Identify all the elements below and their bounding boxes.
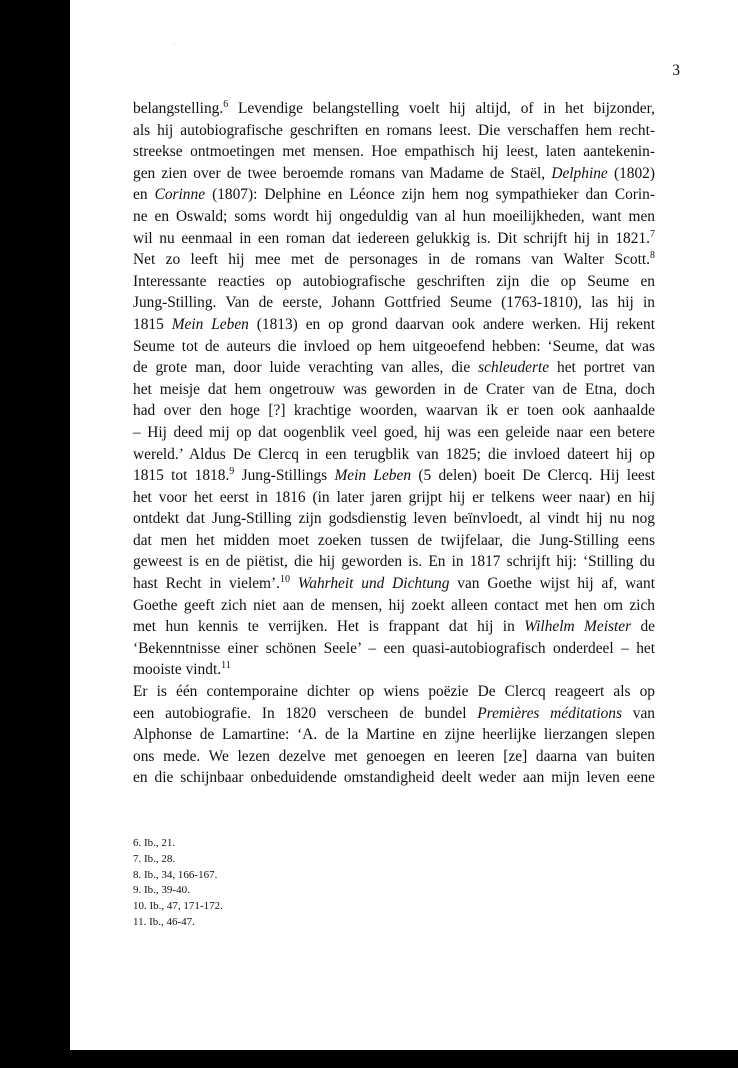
text-run: ne en Oswald; soms wordt hij ongeduldig van al hun moeilijkheden, want men (133, 207, 655, 225)
text-run: Interessante reacties op autobiografische geschriften zijn die op Seume en (133, 272, 655, 290)
footnote-ref: 7 (650, 228, 655, 240)
text-line (133, 530, 655, 552)
text-run: hast Recht in vielem’. (133, 575, 281, 593)
text-run: het voor het eerst in 1816 (in later jaren grijpt hij er telkens weer naar) en hij (133, 488, 655, 506)
text-line (133, 444, 655, 466)
text-line (133, 292, 655, 314)
text-run: een autobiografie. In 1820 verscheen de bundel (133, 704, 478, 722)
text-run: (1802) (607, 164, 655, 182)
text-line (133, 98, 655, 120)
text-line (133, 163, 655, 185)
text-run: (1807): Delphine en Léonce zijn hem nog sympathieker dan Corin- (205, 186, 655, 204)
text-line (133, 595, 655, 617)
text-line (133, 703, 655, 725)
footnote-ref: 6 (223, 98, 229, 110)
text-run: wil nu eenmaal in een roman dat iedereen gelukkig is. Dit schrijft hij in 1821. (133, 229, 650, 247)
text-line (133, 573, 655, 595)
text-run: Goethe geeft zich niet aan de mensen, hij zoekt alleen contact met hen om zich (133, 596, 655, 614)
text-line (133, 184, 655, 206)
text-line (133, 400, 655, 422)
footnote-ref: 9 (229, 465, 235, 477)
italic-text: Premières méditations (477, 704, 622, 722)
text-run: ontdekt dat Jung-Stilling zijn godsdienstig leven beïnvloedt, al vindt hij nu nog (133, 510, 655, 528)
text-line (133, 487, 655, 509)
text-run: ‘Bekenntnisse einer schönen Seele’ – een quasi-autobiografisch onderdeel – het (133, 639, 655, 657)
text-run: ons mede. We lezen dezelve met genoegen en leeren [ze] daarna van buiten (133, 747, 655, 765)
footnote-ref: 8 (650, 250, 655, 262)
text-line (133, 746, 655, 768)
book-page (70, 0, 738, 1050)
footnote: 8. Ib., 34, 166-167. (133, 868, 218, 881)
text-run: Seume tot de auteurs die invloed op hem uitgeoefend hebben: ‘Seume, dat was (133, 337, 655, 355)
text-line (133, 508, 655, 530)
text-line (133, 336, 655, 358)
text-line (133, 767, 655, 789)
italic-text: Wilhelm Meister (524, 618, 632, 636)
text-run: Er is één contemporaine dichter op wiens poëzie De Clercq reageert als op (133, 683, 655, 701)
text-line (133, 422, 655, 444)
italic-text: Corinne (154, 186, 206, 204)
text-run: en (133, 186, 155, 204)
italic-text: schleuderte (478, 359, 550, 377)
text-line (133, 314, 655, 336)
text-line (133, 206, 655, 228)
footnote: 7. Ib., 28. (133, 852, 176, 865)
text-line (133, 681, 655, 703)
footnote: 10. Ib., 47, 171-172. (133, 900, 223, 913)
footnote-ref: 11 (221, 660, 231, 672)
text-run: de grote man, door luide verachting van alles, die (133, 359, 479, 377)
text-run: 1815 (133, 315, 172, 333)
text-run: van Goethe wijst hij af, want (449, 575, 655, 593)
text-run: streekse ontmoetingen met mensen. Hoe empathisch hij leest, laten aantekenin- (133, 143, 655, 161)
text-run: geweest is en de piëtist, die hij geworden is. En in 1817 schrijft hij: ‘Stilling du (133, 553, 655, 571)
text-run: dat men het midden moet zoeken tussen de twijfelaar, die Jung-Stilling eens (133, 531, 655, 549)
text-run (290, 575, 298, 592)
footnote: 6. Ib., 21. (133, 837, 176, 849)
text-run: de (631, 618, 656, 636)
scan-speck (174, 44, 175, 45)
footnote-ref: 10 (280, 573, 291, 585)
page-number: 3 (672, 62, 680, 79)
text-run: met hun kennis te verrijken. Het is frappant dat hij in (133, 618, 525, 636)
text-run: belangstelling. (133, 100, 224, 117)
text-run: als hij autobiografische geschriften en romans leest. Die verschaffen hem recht- (133, 121, 655, 139)
text-run: had over den hoge [?] krachtige woorden, waarvan ik er toen ook aanhaalde (133, 402, 655, 420)
italic-text: Wahrheit und Dichtung (297, 575, 450, 593)
text-line (133, 379, 655, 401)
text-run: van (622, 704, 656, 722)
text-line (133, 357, 655, 379)
text-run: Alphonse de Lamartine: ‘A. de la Martine en zijne heerlijke lierzangen slepen (133, 726, 655, 744)
text-run: en die schijnbaar onbeduidende omstandigheid deelt weder aan mijn leven eene (133, 769, 655, 787)
text-line (133, 120, 655, 142)
text-run: (5 delen) boeit De Clercq. Hij leest (411, 467, 656, 485)
text-run: (1813) en op grond daarvan ook andere werken. Hij rekent (248, 315, 655, 333)
footnotes (133, 836, 433, 931)
text-run: Jung-Stilling. Van de eerste, Johann Gottfried Seume (1763-1810), las hij in (133, 294, 655, 312)
text-line (133, 271, 655, 293)
text-line (133, 551, 655, 573)
text-run: Levendige belangstelling voelt hij altijd, of in het bijzonder, (228, 100, 655, 117)
text-run: – Hij deed mij op dat oogenblik veel goed, hij was een geleide naar een betere (133, 423, 655, 441)
text-run: 1815 tot 1818. (133, 467, 230, 485)
italic-text: Mein Leben (334, 467, 412, 485)
footnote: 11. Ib., 46-47. (133, 915, 195, 928)
text-line (133, 228, 655, 250)
italic-text: Mein Leben (171, 315, 249, 333)
text-line (133, 659, 655, 681)
text-run: Jung-Stillings (234, 467, 335, 485)
text-line (133, 638, 655, 660)
text-line (133, 724, 655, 746)
text-run: wereld.’ Aldus De Clercq in een terugblik van 1825; die invloed dateert hij op (133, 445, 655, 463)
footnote: 9. Ib., 39-40. (133, 884, 190, 897)
text-run: het meisje dat hem ongetrouw was geworden in de Crater van de Etna, doch (133, 380, 655, 398)
text-run: gen zien over de twee beroemde romans van Madame de Staël, (133, 164, 552, 182)
body-text (133, 98, 655, 789)
text-line (133, 465, 655, 487)
text-line (133, 616, 655, 638)
text-run: het portret van (549, 359, 655, 377)
text-run: mooiste vindt. (133, 661, 222, 679)
text-run: Net zo leeft hij mee met de personages in de romans van Walter Scott. (133, 251, 650, 269)
italic-text: Delphine (551, 164, 608, 182)
text-line (133, 141, 655, 163)
text-line (133, 249, 655, 271)
